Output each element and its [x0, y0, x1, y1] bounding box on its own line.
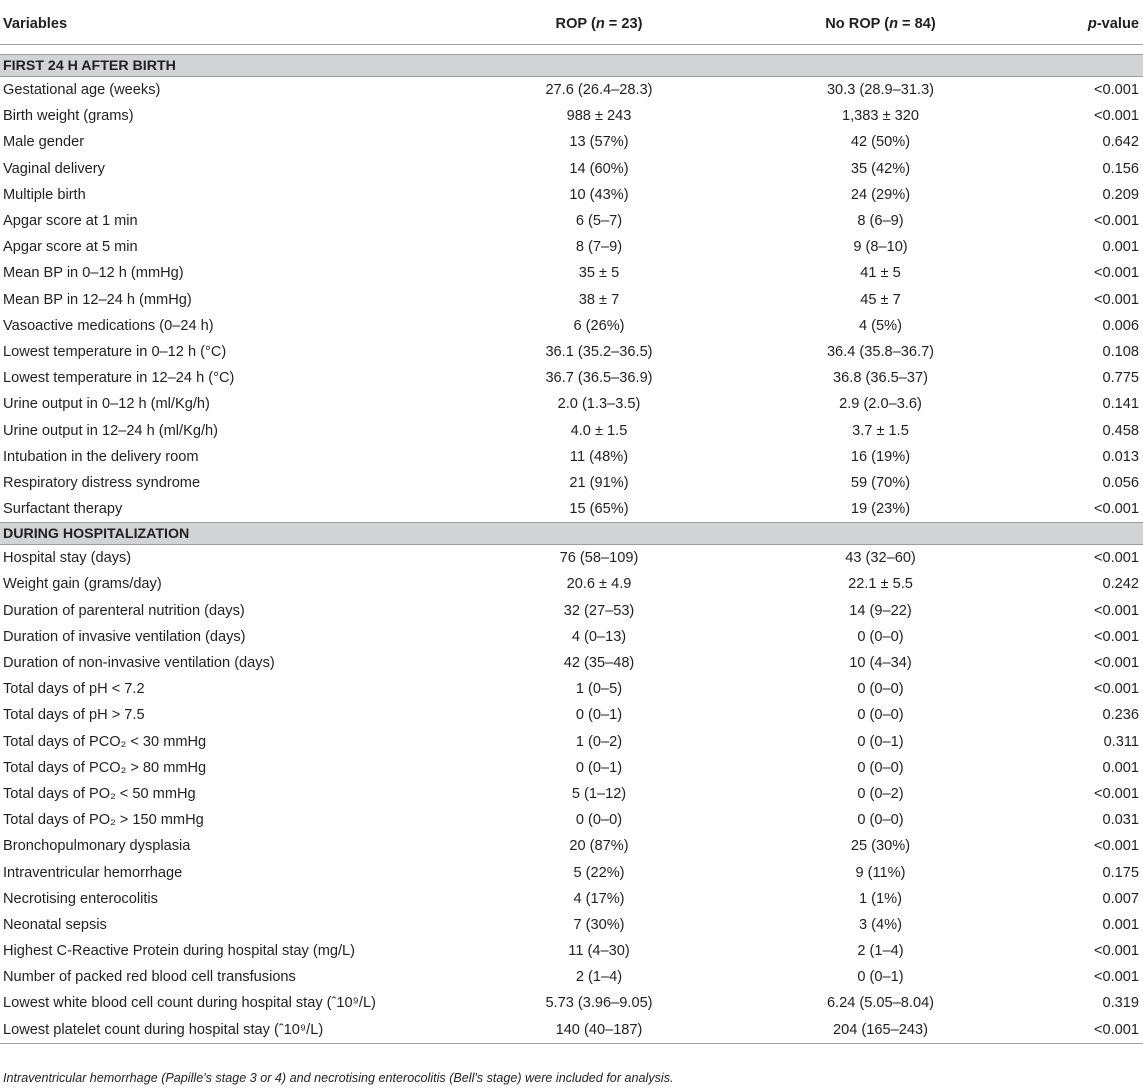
- cell-p-value: <0.001: [1093, 785, 1139, 802]
- cell-rop: 4.0 ± 1.5: [570, 422, 628, 439]
- cell-no-rop: 24 (29%): [850, 186, 911, 203]
- cell-no-rop: 43 (32–60): [845, 550, 916, 567]
- cell-p-value: 0.001: [1102, 239, 1139, 256]
- cell-rop: 2.0 (1.3–3.5): [557, 396, 641, 413]
- cell-rop: 5 (1–12): [571, 785, 627, 802]
- cell-rop: 5 (22%): [573, 864, 625, 881]
- cell-variable: Vaginal delivery: [3, 160, 105, 177]
- table-row: [0, 650, 1143, 676]
- cell-p-value: 0.007: [1102, 890, 1139, 907]
- cell-variable: Multiple birth: [3, 186, 86, 203]
- table-row: [0, 129, 1143, 155]
- table-row: [0, 313, 1143, 339]
- cell-rop: 1 (0–2): [575, 733, 623, 750]
- cell-rop: 10 (43%): [569, 186, 629, 203]
- table-row: [0, 77, 1143, 104]
- cell-rop: 27.6 (26.4–28.3): [545, 82, 653, 99]
- table-row: [0, 287, 1143, 313]
- header-variables: [0, 4, 460, 45]
- cell-rop: 38 ± 7: [578, 291, 620, 308]
- cell-no-rop: 0 (0–0): [857, 681, 904, 698]
- cell-rop: 35 ± 5: [578, 265, 620, 282]
- cell-p-value: <0.001: [1093, 550, 1139, 567]
- cell-no-rop: 30.3 (28.9–31.3): [826, 82, 935, 99]
- table-row: [0, 444, 1143, 470]
- gap-cell: [0, 45, 1143, 55]
- cell-no-rop: 14 (9–22): [849, 602, 912, 619]
- cell-p-value: 0.209: [1102, 186, 1139, 203]
- cell-rop: 7 (30%): [573, 916, 625, 933]
- cell-variable: Necrotising enterocolitis: [3, 890, 158, 907]
- cell-rop: 11 (4–30): [568, 943, 630, 960]
- cell-rop: 8 (7–9): [575, 239, 623, 256]
- cell-rop: 20 (87%): [569, 838, 629, 855]
- cell-no-rop: 0 (0–1): [857, 969, 904, 986]
- cell-p-value: 0.001: [1102, 916, 1139, 933]
- cell-variable: Highest C-Reactive Protein during hospital stay (mg/L): [3, 943, 356, 960]
- cell-variable: Total days of pH > 7.5: [3, 707, 145, 724]
- cell-no-rop: 1 (1%): [859, 890, 902, 907]
- header-norop-count: = 84): [897, 16, 936, 32]
- cell-variable: Total days of pH < 7.2: [3, 681, 145, 698]
- cell-variable: Mean BP in 0–12 h (mmHg): [3, 265, 184, 282]
- cell-no-rop: 36.4 (35.8–36.7): [826, 343, 935, 360]
- cell-no-rop: 0 (0–0): [857, 759, 904, 776]
- cell-rop: 2 (1–4): [575, 969, 623, 986]
- cell-p-value: 0.013: [1102, 448, 1139, 465]
- cell-variable: Urine output in 0–12 h (ml/Kg/h): [3, 396, 210, 413]
- cell-no-rop: 0 (0–1): [857, 733, 904, 750]
- cell-variable: Duration of invasive ventilation (days): [3, 628, 246, 645]
- cell-no-rop: 9 (8–10): [853, 239, 908, 256]
- cell-rop: 42 (35–48): [563, 655, 635, 672]
- cell-p-value: <0.001: [1093, 628, 1139, 645]
- table-row: [0, 598, 1143, 624]
- cell-rop: 140 (40–187): [460, 1017, 738, 1044]
- cell-variable: Gestational age (weeks): [3, 82, 161, 99]
- header-rop-count: = 23): [604, 16, 643, 32]
- cell-no-rop: 45 ± 7: [860, 291, 901, 308]
- table-row: [0, 234, 1143, 260]
- cell-variable: Total days of PO₂ > 150 mmHg: [3, 812, 204, 829]
- cell-p-value: <0.001: [1093, 213, 1139, 230]
- cell-variable: Urine output in 12–24 h (ml/Kg/h): [3, 422, 218, 439]
- cell-rop: 15 (65%): [569, 501, 629, 518]
- cell-p-value: 0.156: [1102, 160, 1139, 177]
- cell-variable: Birth weight (grams): [3, 108, 134, 125]
- table-row: [0, 470, 1143, 496]
- cell-variable: Weight gain (grams/day): [3, 576, 162, 593]
- table-row: [0, 1017, 1143, 1044]
- section-header: [0, 55, 1143, 77]
- cell-no-rop: 42 (50%): [850, 134, 911, 151]
- cell-no-rop: 0 (0–0): [857, 812, 904, 829]
- table-row: [0, 624, 1143, 650]
- table-row: [0, 859, 1143, 885]
- cell-p-value: <0.001: [1093, 265, 1139, 282]
- cell-rop: 1 (0–5): [575, 681, 623, 698]
- cell-no-rop: 0 (0–0): [857, 707, 904, 724]
- cell-p-value: 0.175: [1102, 864, 1139, 881]
- cell-p-value: <0.001: [1093, 501, 1139, 518]
- cell-p-value: <0.001: [1093, 655, 1139, 672]
- cell-no-rop: 16 (19%): [850, 448, 911, 465]
- cell-rop: 5.73 (3.96–9.05): [545, 995, 653, 1012]
- cell-rop: 13 (57%): [569, 134, 629, 151]
- header-rop: [460, 4, 738, 45]
- cell-rop: 21 (91%): [569, 474, 629, 491]
- cell-variable: Lowest temperature in 12–24 h (°C): [3, 370, 235, 387]
- cell-p-value: <0.001: [1093, 602, 1139, 619]
- cell-p-value: 0.031: [1102, 812, 1139, 829]
- cell-rop: 36.1 (35.2–36.5): [545, 343, 653, 360]
- cell-no-rop: 1,383 ± 320: [842, 108, 919, 125]
- table-header: [0, 4, 1143, 45]
- cell-p-value: 0.311: [1103, 733, 1139, 750]
- cell-no-rop: 0 (0–2): [857, 785, 904, 802]
- table-row: [0, 339, 1143, 365]
- cell-p-value: 0.056: [1102, 474, 1139, 491]
- cell-variable: Respiratory distress syndrome: [3, 474, 201, 491]
- table-row: [0, 781, 1143, 807]
- cell-variable: Male gender: [3, 134, 85, 151]
- table-footnote: Intraventricular hemorrhage (Papille's stage 3 or 4) and necrotising enterocolitis (Bell's stage) were included for analysis.: [3, 1071, 674, 1085]
- cell-variable: Apgar score at 1 min: [3, 213, 138, 230]
- cell-p-value: 0.141: [1102, 396, 1139, 413]
- cell-no-rop: 0 (0–0): [857, 628, 904, 645]
- cell-no-rop: 204 (165–243): [738, 1017, 1023, 1044]
- cell-p-value: 0.458: [1102, 422, 1139, 439]
- cell-rop: 11 (48%): [569, 448, 629, 465]
- table-row: [0, 545, 1143, 572]
- header-norop-n: n: [889, 16, 898, 32]
- cell-no-rop: 41 ± 5: [860, 265, 901, 282]
- table-row: [0, 156, 1143, 182]
- section-header: [0, 523, 1143, 545]
- cell-variable: Apgar score at 5 min: [3, 239, 138, 256]
- cell-variable: Lowest platelet count during hospital stay (ˆ10⁹/L): [0, 1017, 460, 1044]
- header-p-value: [1023, 4, 1143, 45]
- cell-rop: 6 (5–7): [575, 213, 623, 230]
- cell-variable: Vasoactive medications (0–24 h): [3, 317, 214, 334]
- table-row: [0, 886, 1143, 912]
- header-norop-label: No ROP (: [825, 16, 890, 32]
- cell-rop: 0 (0–0): [575, 812, 623, 829]
- cell-no-rop: 22.1 ± 5.5: [848, 576, 913, 593]
- table-row: [0, 990, 1143, 1016]
- table-row: [0, 938, 1143, 964]
- header-p-rest: -value: [1096, 16, 1139, 32]
- cell-no-rop: 35 (42%): [850, 160, 911, 177]
- cell-variable: Lowest white blood cell count during hospital stay (ˆ10⁹/L): [3, 995, 376, 1012]
- cell-p-value: 0.319: [1102, 995, 1139, 1012]
- cell-no-rop: 2.9 (2.0–3.6): [839, 396, 922, 413]
- cell-no-rop: 8 (6–9): [857, 213, 904, 230]
- cell-variable: Neonatal sepsis: [3, 916, 107, 933]
- cell-variable: Mean BP in 12–24 h (mmHg): [3, 291, 192, 308]
- table-row: [0, 912, 1143, 938]
- cell-rop: 988 ± 243: [566, 108, 632, 125]
- cell-variable: Total days of PCO₂ < 30 mmHg: [3, 733, 207, 750]
- cell-variable: Intubation in the delivery room: [3, 448, 199, 465]
- cell-p-value: 0.108: [1102, 343, 1139, 360]
- table-row: [0, 729, 1143, 755]
- header-gap: [0, 45, 1143, 55]
- table-row: [0, 571, 1143, 597]
- table-body: [0, 45, 1143, 1044]
- cell-variable: Surfactant therapy: [3, 501, 123, 518]
- header-no-rop: [738, 4, 1023, 45]
- cell-no-rop: 9 (11%): [855, 864, 906, 881]
- cell-p-value: <0.001: [1023, 1017, 1143, 1044]
- cell-variable: Total days of PO₂ < 50 mmHg: [3, 785, 196, 802]
- cell-no-rop: 6.24 (5.05–8.04): [826, 995, 935, 1012]
- table-row: [0, 496, 1143, 523]
- cell-rop: 32 (27–53): [563, 602, 635, 619]
- cell-variable: Intraventricular hemorrhage: [3, 864, 183, 881]
- table-row: [0, 103, 1143, 129]
- table-row: [0, 755, 1143, 781]
- cell-no-rop: 2 (1–4): [857, 943, 904, 960]
- table-row: [0, 676, 1143, 702]
- results-table: [0, 4, 1143, 1044]
- cell-no-rop: 3.7 ± 1.5: [852, 422, 909, 439]
- cell-variable: Number of packed red blood cell transfusions: [3, 969, 296, 986]
- cell-p-value: 0.001: [1102, 759, 1139, 776]
- cell-p-value: <0.001: [1093, 291, 1139, 308]
- cell-variable: Bronchopulmonary dysplasia: [3, 838, 191, 855]
- cell-rop: 6 (26%): [573, 317, 625, 334]
- cell-p-value: 0.642: [1102, 134, 1139, 151]
- table-row: [0, 807, 1143, 833]
- cell-no-rop: 25 (30%): [850, 838, 911, 855]
- cell-rop: 0 (0–1): [575, 707, 623, 724]
- cell-variable: Lowest temperature in 0–12 h (°C): [3, 343, 227, 360]
- cell-p-value: 0.775: [1102, 370, 1139, 387]
- cell-no-rop: 59 (70%): [850, 474, 911, 491]
- header-rop-label: ROP (: [555, 16, 596, 32]
- cell-rop: 36.7 (36.5–36.9): [545, 370, 653, 387]
- header-variables-text: Variables: [3, 16, 68, 32]
- cell-p-value: <0.001: [1093, 681, 1139, 698]
- table-row: [0, 833, 1143, 859]
- cell-no-rop: 10 (4–34): [849, 655, 912, 672]
- cell-rop: 76 (58–109): [559, 550, 639, 567]
- cell-p-value: <0.001: [1093, 969, 1139, 986]
- section-title: DURING HOSPITALIZATION: [0, 523, 1143, 545]
- cell-variable: Hospital stay (days): [3, 550, 132, 567]
- cell-p-value: 0.236: [1102, 707, 1139, 724]
- cell-rop: 20.6 ± 4.9: [566, 576, 632, 593]
- table-row: [0, 208, 1143, 234]
- cell-p-value: <0.001: [1093, 838, 1139, 855]
- cell-p-value: <0.001: [1093, 82, 1139, 99]
- cell-no-rop: 36.8 (36.5–37): [833, 370, 928, 387]
- table-row: [0, 417, 1143, 443]
- table-row: [0, 182, 1143, 208]
- table-row: [0, 260, 1143, 286]
- cell-p-value: 0.242: [1102, 576, 1139, 593]
- table-row: [0, 365, 1143, 391]
- cell-rop: 4 (0–13): [571, 628, 627, 645]
- cell-no-rop: 19 (23%): [850, 501, 911, 518]
- cell-p-value: <0.001: [1093, 108, 1139, 125]
- cell-rop: 0 (0–1): [575, 759, 623, 776]
- cell-no-rop: 4 (5%): [859, 317, 902, 334]
- header-p-italic: p: [1087, 16, 1097, 32]
- cell-no-rop: 3 (4%): [859, 916, 902, 933]
- cell-p-value: 0.006: [1102, 317, 1139, 334]
- table-row: [0, 702, 1143, 728]
- table-row: [0, 391, 1143, 417]
- header-rop-n: n: [595, 16, 605, 32]
- cell-variable: Duration of parenteral nutrition (days): [3, 602, 245, 619]
- cell-rop: 14 (60%): [569, 160, 629, 177]
- cell-variable: Total days of PCO₂ > 80 mmHg: [3, 759, 207, 776]
- cell-p-value: <0.001: [1093, 943, 1139, 960]
- cell-variable: Duration of non-invasive ventilation (days): [3, 655, 275, 672]
- section-title: FIRST 24 H AFTER BIRTH: [0, 55, 1143, 77]
- table-row: [0, 964, 1143, 990]
- cell-rop: 4 (17%): [573, 890, 625, 907]
